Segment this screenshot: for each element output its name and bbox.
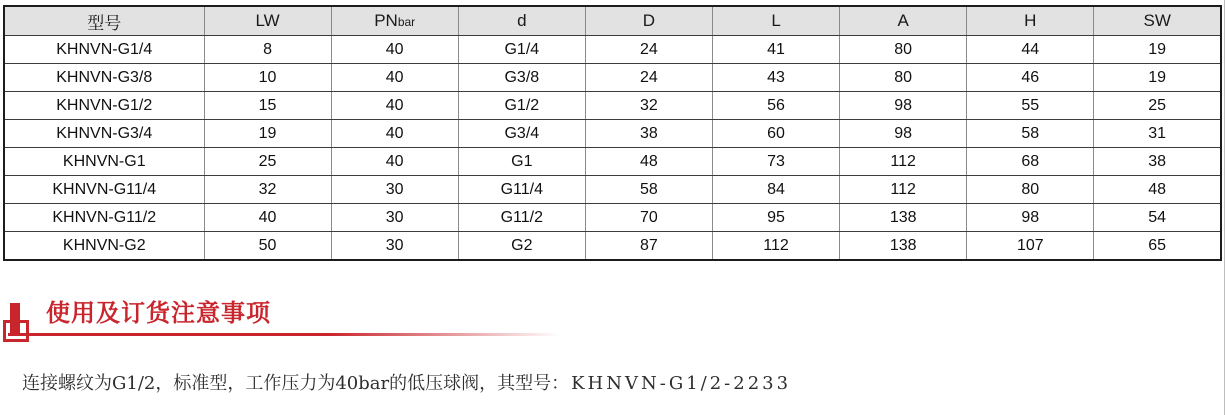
value-cell: 112 (840, 148, 967, 176)
value-cell: 48 (585, 148, 712, 176)
value-cell: 55 (967, 92, 1094, 120)
column-header-lw: LW (204, 6, 331, 36)
value-cell: 40 (331, 36, 458, 64)
value-cell: 84 (713, 176, 840, 204)
value-cell: 107 (967, 232, 1094, 261)
value-cell: 98 (840, 120, 967, 148)
column-header-pn: PNbar (331, 6, 458, 36)
section-marker-bar-icon (10, 303, 20, 333)
table-row (4, 120, 1221, 148)
value-cell: 31 (1094, 120, 1221, 148)
value-cell: 38 (1094, 148, 1221, 176)
table-row (4, 232, 1221, 261)
column-header-D: D (585, 6, 712, 36)
value-cell: 25 (1094, 92, 1221, 120)
table-row (4, 64, 1221, 92)
value-cell: 58 (585, 176, 712, 204)
valve-spec-table (3, 5, 1222, 261)
column-header-L: L (713, 6, 840, 36)
value-cell: 80 (840, 36, 967, 64)
value-cell: 32 (204, 176, 331, 204)
value-cell: 38 (585, 120, 712, 148)
value-cell: 50 (204, 232, 331, 261)
value-cell: 58 (967, 120, 1094, 148)
value-cell: 43 (713, 64, 840, 92)
value-cell: 30 (331, 204, 458, 232)
value-cell: 65 (1094, 232, 1221, 261)
section-header (0, 298, 640, 350)
table-header-row (4, 6, 1221, 36)
value-cell: 8 (204, 36, 331, 64)
model-cell: KHNVN-G1 (4, 148, 204, 176)
value-cell: 24 (585, 36, 712, 64)
value-cell: 24 (585, 64, 712, 92)
value-cell: 44 (967, 36, 1094, 64)
value-cell: 19 (204, 120, 331, 148)
table-row (4, 92, 1221, 120)
column-header-SW: SW (1094, 6, 1221, 36)
table-row (4, 148, 1221, 176)
value-cell: 40 (204, 204, 331, 232)
table-row (4, 204, 1221, 232)
value-cell: G11/2 (458, 204, 585, 232)
value-cell: 19 (1094, 64, 1221, 92)
value-cell: 80 (967, 176, 1094, 204)
model-cell: KHNVN-G11/4 (4, 176, 204, 204)
value-cell: 56 (713, 92, 840, 120)
value-cell: 10 (204, 64, 331, 92)
column-header-model: 型号 (4, 6, 204, 36)
table-row (4, 176, 1221, 204)
value-cell: 40 (331, 148, 458, 176)
value-cell: 40 (331, 64, 458, 92)
value-cell: 87 (585, 232, 712, 261)
model-cell: KHNVN-G3/4 (4, 120, 204, 148)
value-cell: 98 (840, 92, 967, 120)
value-cell: G3/8 (458, 64, 585, 92)
ordering-note (22, 372, 791, 396)
value-cell: 32 (585, 92, 712, 120)
value-cell: 68 (967, 148, 1094, 176)
value-cell: 112 (713, 232, 840, 261)
value-cell: 40 (331, 120, 458, 148)
value-cell: 48 (1094, 176, 1221, 204)
value-cell: G2 (458, 232, 585, 261)
value-cell: 73 (713, 148, 840, 176)
value-cell: G11/4 (458, 176, 585, 204)
value-cell: 54 (1094, 204, 1221, 232)
model-cell: KHNVN-G11/2 (4, 204, 204, 232)
value-cell: G1/2 (458, 92, 585, 120)
value-cell: 98 (967, 204, 1094, 232)
value-cell: G1 (458, 148, 585, 176)
value-cell: 30 (331, 176, 458, 204)
ordering-note-text: 连接螺纹为G1/2，标准型，工作压力为40bar的低压球阀，其型号： (22, 373, 570, 394)
value-cell: 60 (713, 120, 840, 148)
value-cell: 19 (1094, 36, 1221, 64)
value-cell: 138 (840, 204, 967, 232)
value-cell: G1/4 (458, 36, 585, 64)
section-underline (8, 333, 560, 336)
value-cell: 25 (204, 148, 331, 176)
value-cell: 41 (713, 36, 840, 64)
section-title: 使用及订货注意事项 (46, 300, 271, 327)
model-cell: KHNVN-G2 (4, 232, 204, 261)
value-cell: G3/4 (458, 120, 585, 148)
value-cell: 138 (840, 232, 967, 261)
column-header-A: A (840, 6, 967, 36)
value-cell: 40 (331, 92, 458, 120)
value-cell: 95 (713, 204, 840, 232)
value-cell: 70 (585, 204, 712, 232)
column-header-H: H (967, 6, 1094, 36)
value-cell: 30 (331, 232, 458, 261)
value-cell: 46 (967, 64, 1094, 92)
value-cell: 112 (840, 176, 967, 204)
value-cell: 15 (204, 92, 331, 120)
model-cell: KHNVN-G3/8 (4, 64, 204, 92)
ordering-note-model-number: KHNVN-G1/2-2233 (571, 373, 792, 394)
table-row (4, 36, 1221, 64)
value-cell: 80 (840, 64, 967, 92)
model-cell: KHNVN-G1/4 (4, 36, 204, 64)
model-cell: KHNVN-G1/2 (4, 92, 204, 120)
column-header-d: d (458, 6, 585, 36)
